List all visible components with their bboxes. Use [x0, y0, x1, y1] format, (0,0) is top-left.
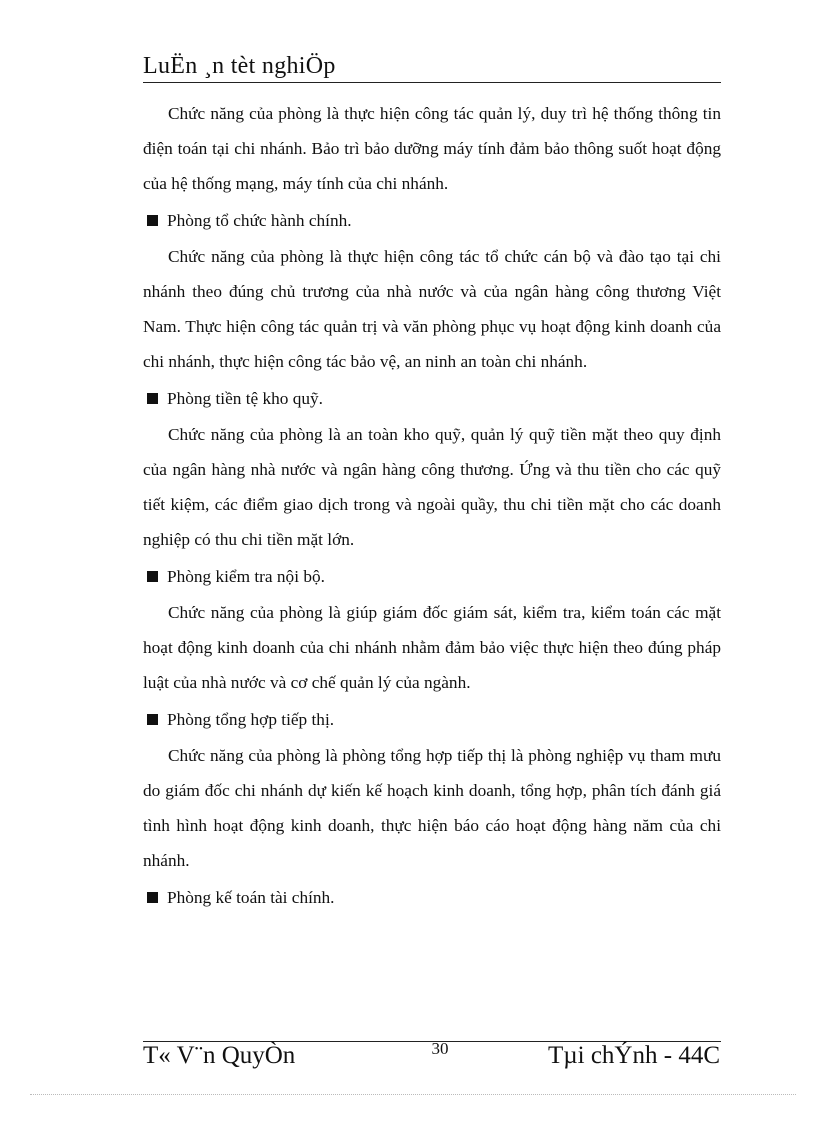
- footer-author: T« V¨n QuyÒn: [143, 1042, 296, 1069]
- document-body: [143, 96, 721, 916]
- heading-text: Phòng tổng hợp tiếp thị.: [167, 709, 335, 729]
- page-break-divider: [30, 1094, 796, 1095]
- heading-text: Phòng kiểm tra nội bộ.: [167, 566, 325, 586]
- paragraph-it-function: Chức năng của phòng là thực hiện công tác quản lý, duy trì hệ thống thông tin điện toán tại chi nhánh. Bảo trì bảo dưỡng máy tính đảm bảo thông suốt hoạt động của hệ thống mạng, máy tính của chi nhánh.: [143, 104, 721, 193]
- section-heading-marketing: [143, 700, 721, 738]
- paragraph-internal-audit-function: Chức năng của phòng là giúp giám đốc giám sát, kiểm tra, kiểm toán các mặt hoạt động kinh doanh của chi nhánh nhằm đảm bảo việc thực hiện theo đúng pháp luật của nhà nước và cơ chế quản lý của ngành.: [143, 603, 721, 692]
- footer-class: Tµi chÝnh - 44C: [547, 1042, 720, 1069]
- square-bullet-icon: [147, 714, 158, 725]
- heading-text: Phòng tiền tệ kho quỹ.: [167, 388, 324, 408]
- square-bullet-icon: [147, 393, 158, 404]
- heading-text: Phòng tổ chức hành chính.: [167, 210, 352, 230]
- section-heading-accounting: [143, 878, 721, 916]
- section-heading-admin: [143, 201, 721, 239]
- section-heading-internal-audit: [143, 557, 721, 595]
- page-number: 30: [431, 1039, 449, 1058]
- paragraph-treasury-function: Chức năng của phòng là an toàn kho quỹ, quản lý quỹ tiền mặt theo quy định của ngân hàng nhà nước và ngân hàng công thương. Ứng và thu tiền cho các quỹ tiết kiệm, các điểm giao dịch trong và ngoài quầy, thu chi tiền mặt cho các doanh nghiệp có thu chi tiền mặt lớn.: [143, 425, 721, 549]
- paragraph-admin-function: Chức năng của phòng là thực hiện công tác tổ chức cán bộ và đào tạo tại chi nhánh theo đúng chủ trương của nhà nước và của ngân hàng công thương Việt Nam. Thực hiện công tác quản trị và văn phòng phục vụ hoạt động kinh doanh của chi nhánh, thực hiện công tác bảo vệ, an ninh an toàn chi nhánh.: [143, 247, 721, 371]
- header-title: LuËn ¸n tèt nghiÖp: [143, 53, 336, 79]
- page-header: [143, 50, 721, 83]
- section-heading-treasury: [143, 379, 721, 417]
- heading-text: Phòng kế toán tài chính.: [167, 887, 335, 907]
- square-bullet-icon: [147, 892, 158, 903]
- paragraph-marketing-function: Chức năng của phòng là phòng tổng hợp tiếp thị là phòng nghiệp vụ tham mưu do giám đốc chi nhánh dự kiến kế hoạch kinh doanh, tổng hợp, phân tích đánh giá tình hình hoạt động kinh doanh, thực hiện báo cáo hoạt động hàng năm của chi nhánh.: [143, 746, 721, 870]
- square-bullet-icon: [147, 215, 158, 226]
- square-bullet-icon: [147, 571, 158, 582]
